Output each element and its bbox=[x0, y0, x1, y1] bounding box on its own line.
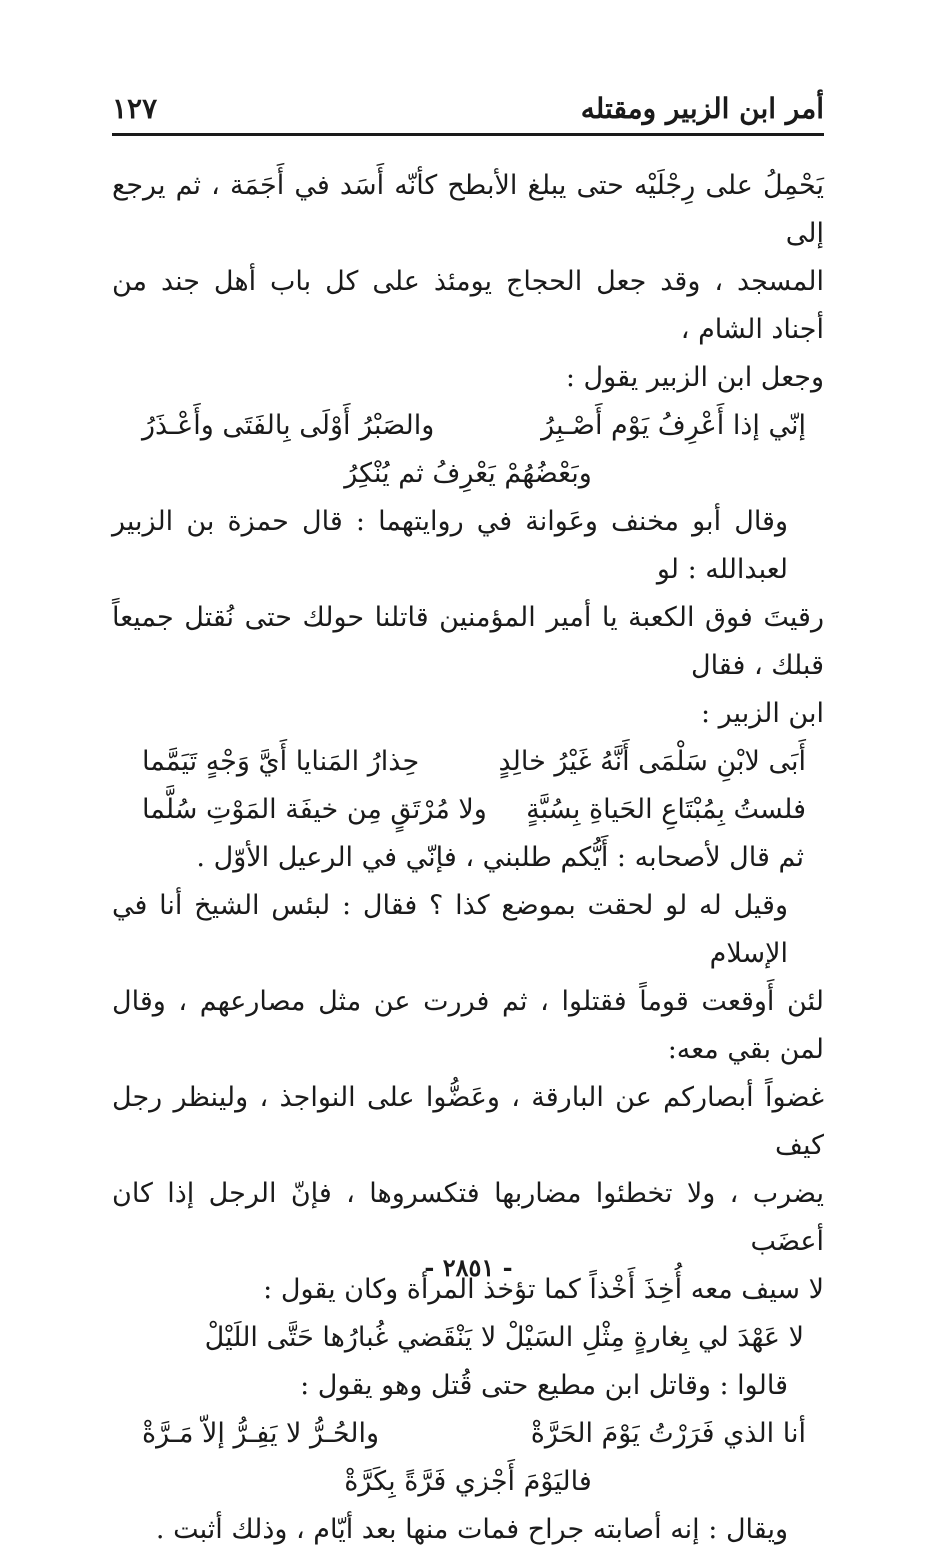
verse-hemistich: ولا مُرْتَقٍ مِن خيفَة المَوْتِ سُلَّما bbox=[142, 794, 487, 825]
verse-hemistich: أَبَى لابْنِ سَلْمَى أَنَّهُ غَيْرُ خالِدٍ bbox=[498, 746, 806, 777]
paragraph-line: ويقال : إنه أصابته جراح فمات منها بعد أيّام ، وذلك أثبت . bbox=[155, 1514, 788, 1545]
paragraph-line: لا سيف معه أُخِذَ أَخْذاً كما تؤخذ المرأة وكان يقول : bbox=[263, 1274, 824, 1305]
verse-line: فاليَوْمَ أَجْزي فَرَّةً بِكَرَّةْ bbox=[344, 1466, 592, 1497]
verse-hemistich: فلستُ بِمُبْتَاعِ الحَياةِ بِسُبَّةٍ bbox=[526, 794, 806, 825]
verse-hemistich: إنّي إذا أَعْرِفُ يَوْم أَصْـبِرُ bbox=[541, 410, 806, 441]
verse-hemistich: والصَبْرُ أَوْلَى بِالفَتَى وأَعْـذَرُ bbox=[142, 410, 435, 441]
verse-hemistich: حِذارُ المَنايا أَيَّ وَجْهٍ تَيَمَّما bbox=[142, 746, 420, 777]
paragraph-line: ثم قال لأصحابه : أَيُّكم طلبني ، فإنّي في الرعيل الأوّل . bbox=[196, 842, 804, 873]
verse-line bbox=[112, 402, 824, 450]
page-number: ١٢٧ bbox=[112, 92, 158, 125]
paragraph-line: وقال أبو مخنف وعَوانة في روايتهما : قال حمزة بن الزبير لعبدالله : لو bbox=[112, 506, 788, 585]
verse-line: لا عَهْدَ لي بِغارةٍ مِثْلِ السَيْلْ لا يَنْقَضي غُبارُها حَتَّى اللَيْلْ bbox=[204, 1322, 804, 1353]
running-header bbox=[112, 88, 824, 132]
verse-line bbox=[112, 738, 824, 786]
header-rule bbox=[112, 133, 824, 136]
paragraph-line: قالوا : وقاتل ابن مطيع حتى قُتل وهو يقول : bbox=[300, 1370, 788, 1401]
paragraph-line: رقيتَ فوق الكعبة يا أمير المؤمنين قاتلنا حولك حتى نُقتل جميعاً قبلك ، فقال bbox=[112, 602, 824, 681]
folio-number: - ٢٨٥١ - bbox=[424, 1253, 513, 1282]
verse-line bbox=[112, 1410, 824, 1458]
verse-hemistich: والحُـرُّ لا يَفِـرُّ إلاّ مَـرَّةْ bbox=[142, 1418, 380, 1449]
page-body bbox=[112, 162, 824, 1554]
chapter-title: أمر ابن الزبير ومقتله bbox=[580, 92, 824, 125]
paragraph-line: المسجد ، وقد جعل الحجاج يومئذ على كل باب أهل جند من أجناد الشام ، bbox=[112, 266, 824, 345]
paragraph-line: لئن أَوقعت قوماً فقتلوا ، ثم فررت عن مثل مصارعهم ، وقال لمن بقي معه: bbox=[112, 986, 824, 1065]
paragraph-line: غضواً أبصاركم عن البارقة ، وعَضُّوا على النواجذ ، ولينظر رجل كيف bbox=[112, 1082, 824, 1161]
paragraph-line: وجعل ابن الزبير يقول : bbox=[565, 362, 824, 393]
paragraph-line: يضرب ، ولا تخطئوا مضاربها فتكسروها ، فإنّ الرجل إذا كان أعضَب bbox=[112, 1178, 824, 1257]
verse-line: وبَعْضُهُمْ يَعْرِفُ ثم يُنْكِرُ bbox=[344, 458, 592, 489]
verse-line bbox=[112, 786, 824, 834]
paragraph-line: يَحْمِلُ على رِجْلَيْه حتى يبلغ الأبطح كأنّه أَسَد في أَجَمَة ، ثم يرجع إلى bbox=[112, 170, 824, 249]
paragraph-line: ابن الزبير : bbox=[700, 698, 824, 729]
verse-hemistich: أنا الذي فَرَرْتُ يَوْمَ الحَرَّةْ bbox=[530, 1418, 806, 1449]
paragraph-line: وقيل له لو لحقت بموضع كذا ؟ فقال : لبئس الشيخ أنا في الإسلام bbox=[112, 890, 788, 969]
